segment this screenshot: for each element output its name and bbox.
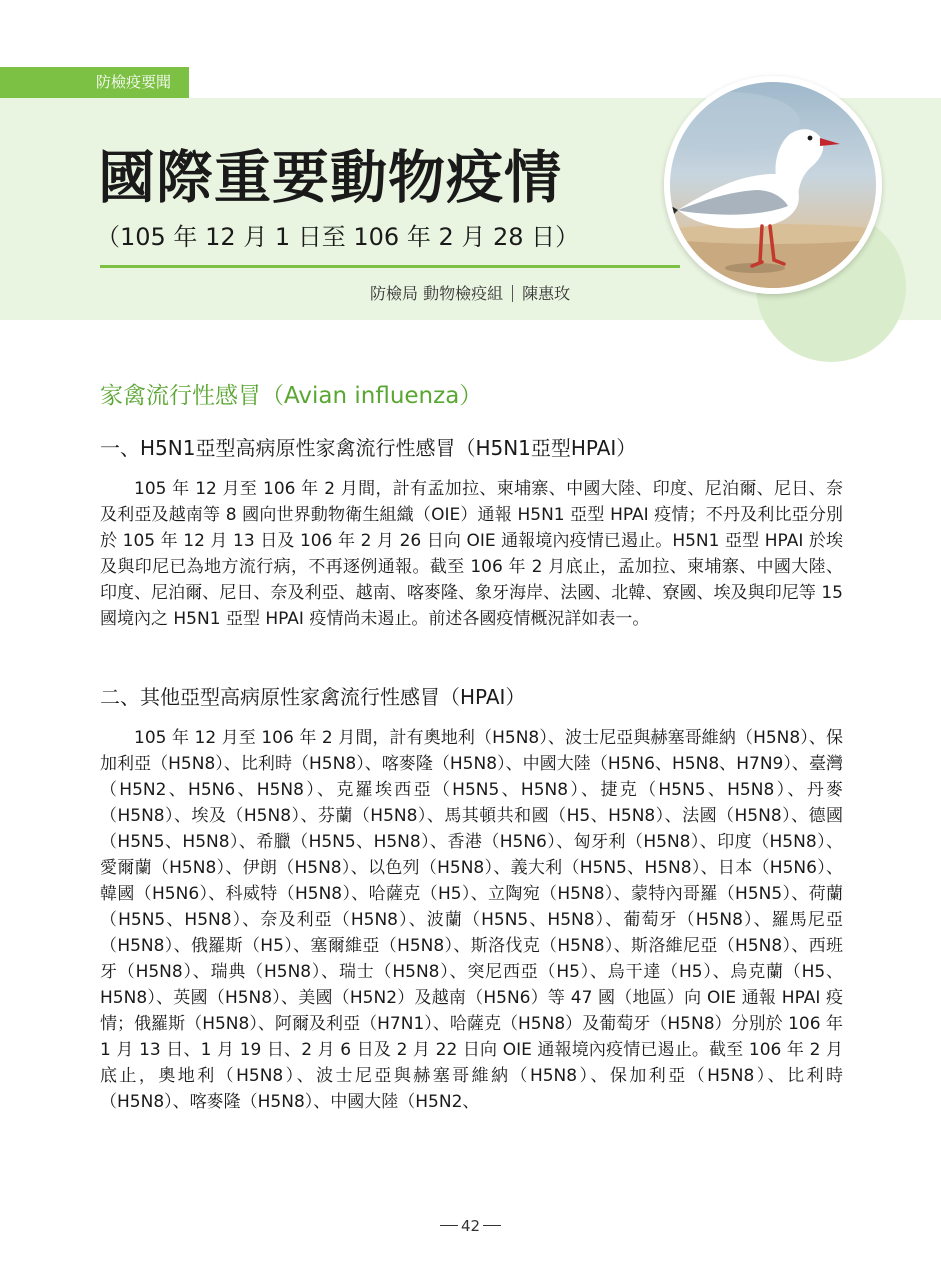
page-number [0,1216,941,1236]
byline-separator [512,285,513,302]
seagull-photo [664,76,882,294]
page-number-dash-left [440,1225,458,1226]
title-divider [100,265,680,268]
subsection-heading-h5n1: 一、H5N1亞型高病原性家禽流行性感冒（H5N1亞型HPAI） [100,436,637,460]
section-heading-avian-influenza: 家禽流行性感冒（Avian influenza） [100,383,483,409]
page-title: 國際重要動物疫情 [98,145,562,211]
subsection-heading-other-hpai: 二、其他亞型高病原性家禽流行性感冒（HPAI） [100,685,526,709]
subsection-body-h5n1: 105 年 12 月至 106 年 2 月間，計有孟加拉、柬埔寨、中國大陸、印度、尼泊爾、尼日、奈及利亞及越南等 8 國向世界動物衛生組織（OIE）通報 H5N1 亞型 HPAI 疫情；不丹及利比亞分別於 105 年 12 月 13 日及 106 年 2 月 26 日向 OIE 通報境內疫情已遏止。H5N1 亞型 HPAI 於埃及與印尼已為地方流行病，不再逐例通報。截至 106 年 2 月底止，孟加拉、柬埔寨、中國大陸、印度、尼泊爾、尼日、奈及利亞、越南、喀麥隆、象牙海岸、法國、北韓、寮國、埃及與印尼等 15 國境內之 H5N1 亞型 HPAI 疫情尚未遏止。前述各國疫情概況詳如表一。 [100,479,843,629]
seagull-photo-icon [670,82,876,288]
byline-author: 陳惠玫 [522,284,571,303]
subsection-body-other-hpai: 105 年 12 月至 106 年 2 月間，計有奧地利（H5N8）、波士尼亞與赫塞哥維納（H5N8）、保加利亞（H5N8）、比利時（H5N8）、喀麥隆（H5N8）、中國大陸（H5N6、H5N8、H7N9）、臺灣（H5N2、H5N6、H5N8）、克羅埃西亞（H5N5、H5N8）、捷克（H5N5、H5N8）、丹麥（H5N8）、埃及（H5N8）、芬蘭（H5N8）、馬其頓共和國（H5、H5N8）、法國（H5N8）、德國（H5N5、H5N8）、希臘（H5N5、H5N8）、香港（H5N6）、匈牙利（H5N8）、印度（H5N8）、愛爾蘭（H5N8）、伊朗（H5N8）、以色列（H5N8）、義大利（H5N5、H5N8）、日本（H5N6）、韓國（H5N6）、科威特（H5N8）、哈薩克（H5）、立陶宛（H5N8）、蒙特內哥羅（H5N5）、荷蘭（H5N5、H5N8）、奈及利亞（H5N8）、波蘭（H5N5、H5N8）、葡萄牙（H5N8）、羅馬尼亞（H5N8）、俄羅斯（H5）、塞爾維亞（H5N8）、斯洛伐克（H5N8）、斯洛維尼亞（H5N8）、西班牙（H5N8）、瑞典（H5N8）、瑞士（H5N8）、突尼西亞（H5）、烏干達（H5）、烏克蘭（H5、H5N8）、英國（H5N8）、美國（H5N2）及越南（H5N6）等 47 國（地區）向 OIE 通報 HPAI 疫情；俄羅斯（H5N8）、阿爾及利亞（H7N1）、哈薩克（H5N8）及葡萄牙（H5N8）分別於 106 年 1 月 13 日、1 月 19 日、2 月 6 日及 2 月 22 日向 OIE 通報境內疫情已遏止。截至 106 年 2 月底止，奧地利（H5N8）、波士尼亞與赫塞哥維納（H5N8）、保加利亞（H5N8）、比利時（H5N8）、喀麥隆（H5N8）、中國大陸（H5N2、 [100,728,843,1112]
byline-organization: 防檢局 動物檢疫組 [370,284,504,303]
byline [370,283,570,305]
category-tag: 防檢疫要聞 [0,67,189,98]
page-subtitle: （105 年 12 月 1 日至 106 年 2 月 28 日） [96,223,580,251]
page-number-value: 42 [460,1217,481,1235]
page-number-dash-right [483,1225,501,1226]
